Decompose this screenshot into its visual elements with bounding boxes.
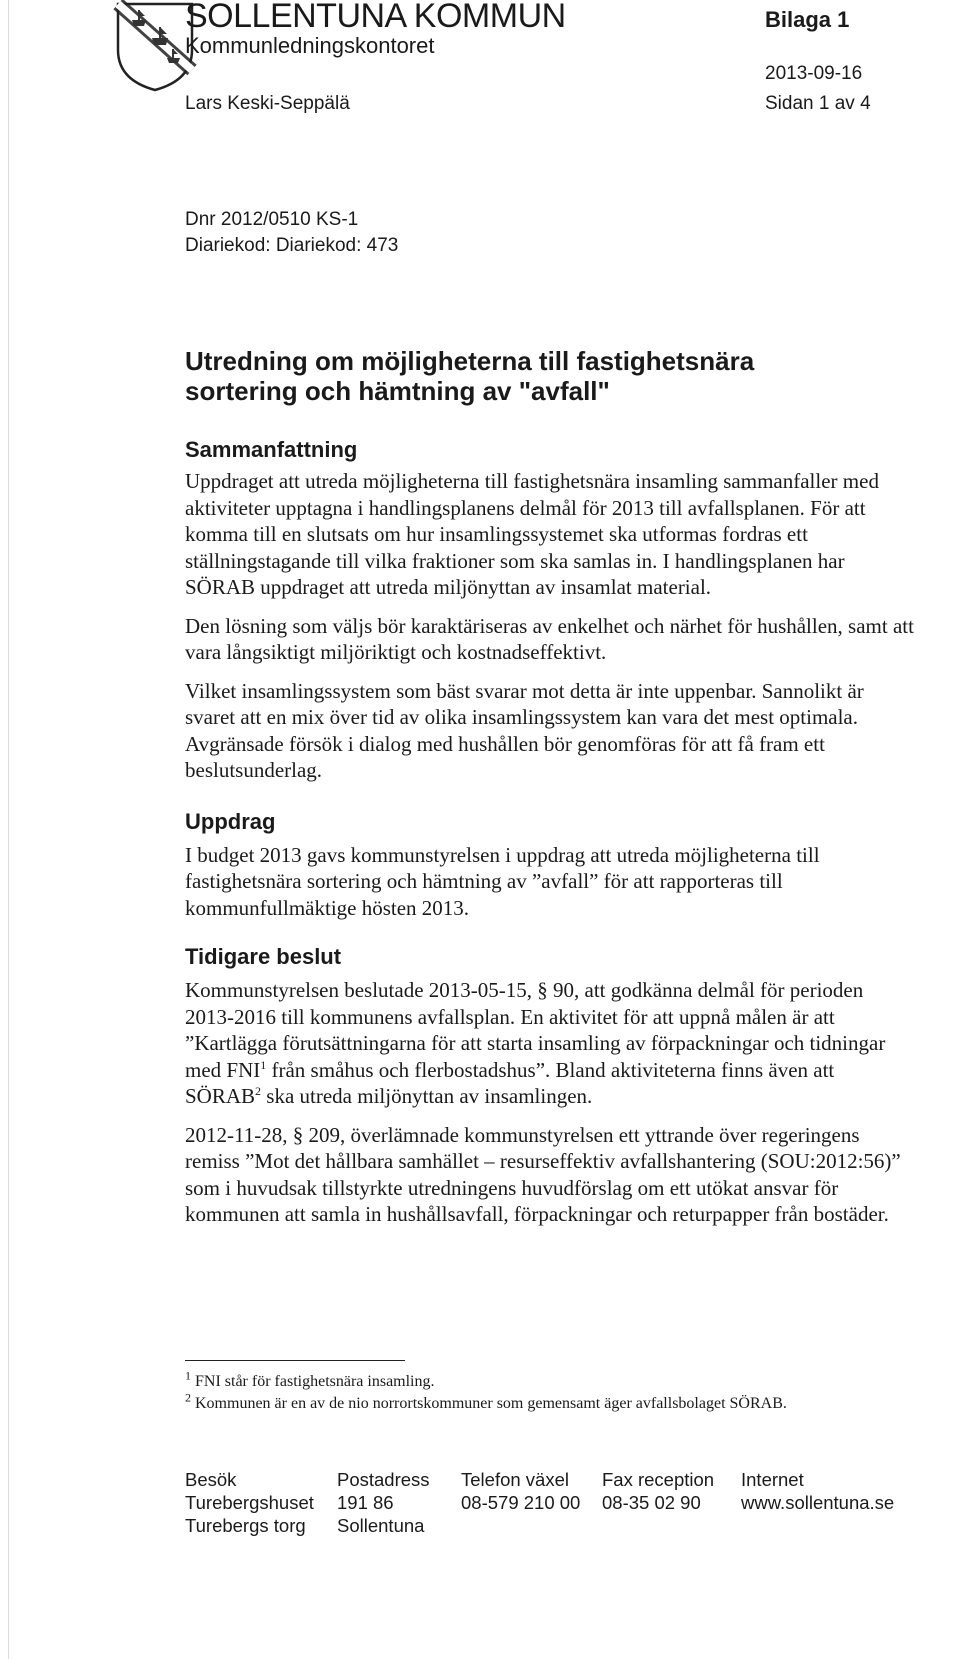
paragraph: I budget 2013 gavs kommunstyrelsen i uppdrag att utreda möjligheterna till fastighetsnära sortering och hämtning av ”avfall” för att rapporteras till kommunfullmäktige hösten 2013. (185, 842, 820, 920)
footer-value: 08-35 02 90 (602, 1492, 701, 1513)
section-previous-decisions (185, 943, 925, 1228)
section-summary (185, 436, 925, 784)
paragraph: Den lösning som väljs bör karaktäriseras av enkelhet och närhet för hushållen, samt att vara långsiktigt miljöriktigt och kostnadseffektivt. (185, 613, 914, 664)
footer-value: 191 86 (337, 1492, 394, 1513)
website-link[interactable]: www.sollentuna.se (741, 1492, 895, 1513)
text-run: Kommunstyrelsen beslutade 2013-05-15, § 90, att godkänna delmål för perioden 2013-2016 till kommunens avfallsplan. En aktivitet för att uppnå målen är att ”Kartlägga förutsättningarna för att starta insamling av förpackningar och tidningar med FNI (185, 978, 886, 1082)
footer-fax (602, 1468, 714, 1514)
page-number: Sidan 1 av 4 (765, 93, 871, 114)
section-assignment (185, 808, 925, 922)
footer-label: Postadress (337, 1469, 430, 1490)
org-name: SOLLENTUNA KOMMUN (185, 0, 566, 35)
footer-postal (337, 1468, 430, 1537)
appendix-label: Bilaga 1 (765, 7, 850, 32)
footer-visit (185, 1468, 314, 1537)
reference-dnr: Dnr 2012/0510 KS-1 (185, 209, 359, 230)
paragraph: Vilket insamlingssystem som bäst svarar mot detta är inte uppenbar. Sannolikt är svaret att en mix över tid av olika insamlingssystem kan vara det mest optimala. Avgränsade försök i dialog med hushållen bör genomföras för att få fram ett beslutsunderlag. (185, 678, 864, 782)
footer-internet (741, 1468, 894, 1514)
title-line-1: Utredning om möjligheterna till fastighetsnära (185, 346, 755, 376)
footnote-text: Kommunen är en av de nio norrortskommuner som gemensamt äger avfallsbolaget SÖRAB. (195, 1395, 787, 1412)
footer-label: Telefon växel (461, 1469, 569, 1490)
document-body (185, 436, 925, 1240)
footer-phone (461, 1468, 580, 1514)
footer-value: Sollentuna (337, 1515, 425, 1536)
footnote-divider (185, 1360, 405, 1361)
reference-diariekod: Diariekod: Diariekod: 473 (185, 235, 399, 256)
section-heading: Sammanfattning (185, 437, 358, 462)
section-heading: Tidigare beslut (185, 944, 342, 969)
org-department: Kommunledningskontoret (185, 33, 435, 58)
document-title (185, 346, 885, 406)
footer-value: 08-579 210 00 (461, 1492, 581, 1513)
footnotes (185, 1368, 885, 1416)
footnote-2 (185, 1390, 885, 1414)
paragraph: Uppdraget att utreda möjligheterna till fastighetsnära insamling sammanfaller med aktiviteter upptagna i handlingsplanens delmål för 2013 till avfallsplanen. För att komma till en slutsats om hur insamlingssystemet ska utformas fordras ett ställningstagande till vilka fraktioner som ska samlas in. I handlingsplanen har SÖRAB uppdraget att utreda miljönyttan av insamlat material. (185, 469, 879, 599)
section-heading: Uppdrag (185, 808, 276, 834)
footer-label: Fax reception (602, 1469, 715, 1490)
author: Lars Keski-Seppälä (185, 93, 350, 114)
text-run: ska utreda miljönyttan av insamlingen. (261, 1084, 593, 1108)
footnote-text: FNI står för fastighetsnära insamling. (195, 1373, 435, 1390)
footnote-1 (185, 1368, 885, 1392)
paragraph (185, 977, 915, 1110)
page-edge (8, 0, 9, 1659)
title-line-2: sortering och hämtning av "avfall" (185, 376, 610, 406)
paragraph: 2012-11-28, § 209, överlämnade kommunstyrelsen ett yttrande över regeringens remiss ”Mot det hållbara samhället – resurseffektiv avfallshantering (SOU:2012:56)” som i huvudsak tillstyrkte utredningens huvudförslag om ett utökat ansvar för kommunen att samla in hushållsavfall, förpackningar och returpapper från bostäder. (185, 1122, 901, 1226)
footnote-mark: 1 (185, 1368, 191, 1383)
footer-value: Turebergs torg (185, 1515, 306, 1536)
footer-label: Besök (185, 1469, 237, 1490)
footnote-ref-1[interactable]: 1 (260, 1057, 267, 1072)
footer-label: Internet (741, 1469, 804, 1490)
document-date: 2013-09-16 (765, 63, 863, 84)
footnote-mark: 2 (185, 1390, 191, 1405)
footer-value: Turebergshuset (185, 1492, 314, 1513)
footnote-ref-2[interactable]: 2 (255, 1084, 262, 1098)
text-run: från småhus och flerbostadshus”. Bland aktiviteterna finns även att SÖRAB (185, 1057, 835, 1108)
